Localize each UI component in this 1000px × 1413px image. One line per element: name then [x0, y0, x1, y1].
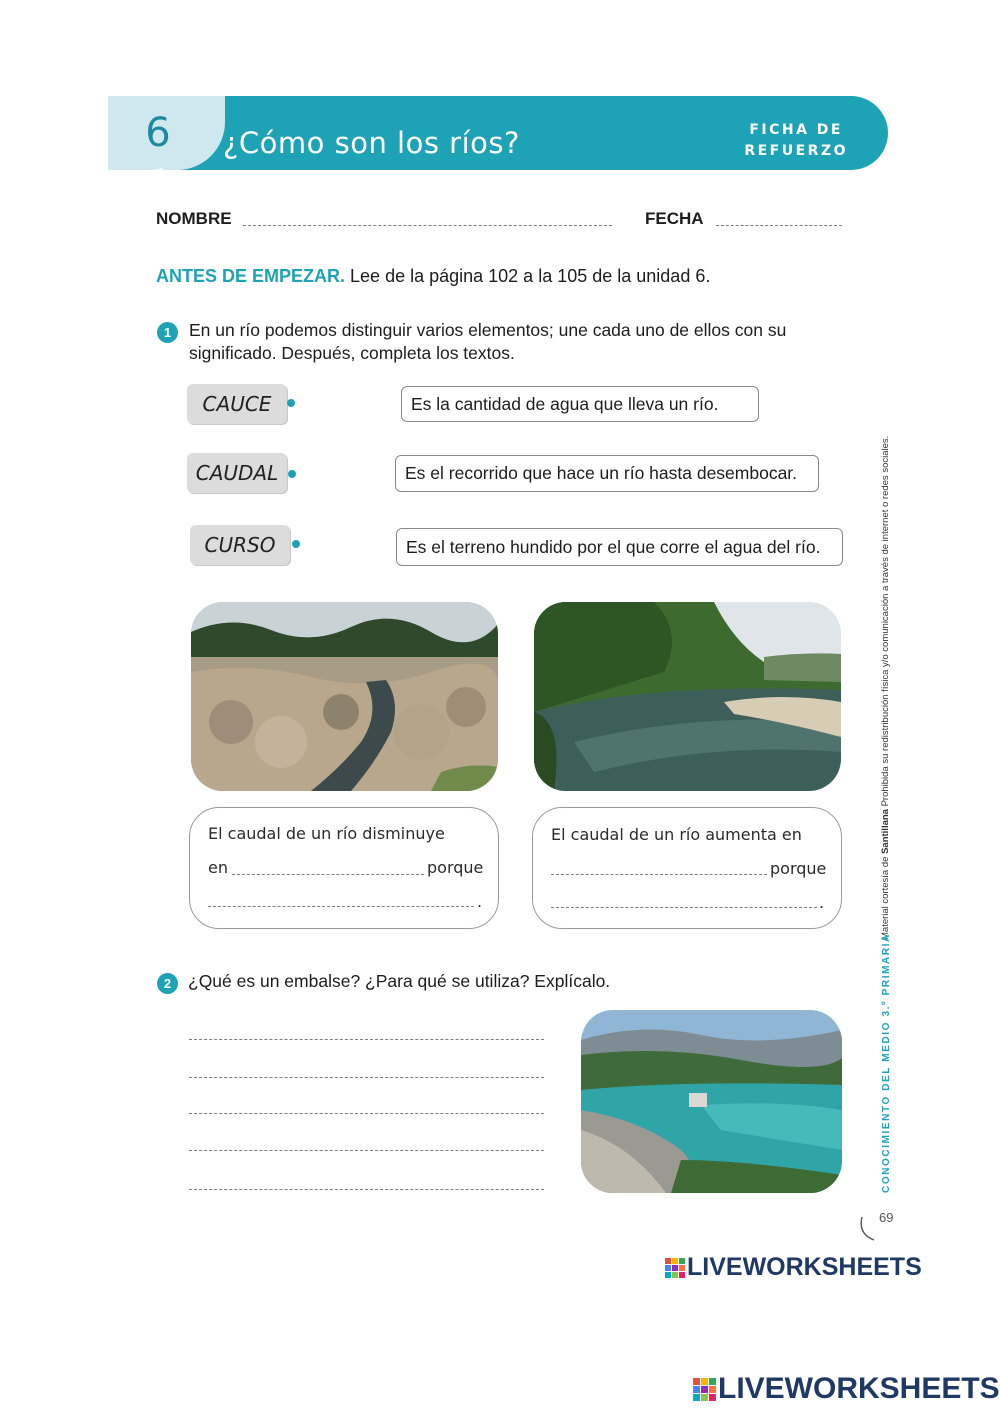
decrease-line1: El caudal de un río disminuye: [208, 824, 445, 843]
term-curso-dot[interactable]: [292, 540, 300, 548]
reservoir-image: [581, 1010, 842, 1193]
question-2-prompt: ¿Qué es un embalse? ¿Para qué se utiliza? Explícalo.: [188, 971, 611, 991]
term-cauce[interactable]: CAUCE: [187, 384, 287, 424]
name-label: NOMBRE: [156, 209, 232, 228]
page-number: 69: [879, 1210, 894, 1225]
decrease-season-input[interactable]: [232, 874, 424, 875]
watermark-bottom: [693, 1372, 1000, 1406]
reservoir-photo: [581, 1010, 842, 1193]
name-field[interactable]: [243, 225, 612, 226]
unit-number: 6: [145, 110, 171, 156]
full-river-photo: [534, 602, 841, 791]
term-curso[interactable]: CURSO: [190, 525, 290, 565]
worksheet-type-line2: REFUERZO: [744, 143, 848, 159]
worksheet-type: [744, 120, 848, 162]
answer-line-4[interactable]: [189, 1150, 544, 1151]
unit-header: [108, 96, 888, 170]
term-caudal[interactable]: CAUDAL: [187, 453, 287, 493]
increase-season-input[interactable]: [551, 874, 767, 875]
dry-river-image: [191, 602, 498, 791]
watermark-mid: [665, 1253, 922, 1282]
decrease-reason-input[interactable]: [208, 906, 474, 907]
definition-3[interactable]: Es el terreno hundido por el que corre el agua del río.: [396, 528, 843, 566]
legal-pre: Material cortesía de: [880, 853, 891, 940]
definition-1[interactable]: Es la cantidad de agua que lleva un río.: [401, 386, 759, 422]
liveworksheets-logo-icon: [693, 1378, 716, 1401]
term-cauce-dot[interactable]: [287, 399, 295, 407]
question-1-line2: significado. Después, completa los textos.: [189, 343, 515, 363]
watermark-mid-text: LIVEWORKSHEETS: [687, 1253, 922, 1281]
decrease-suffix: porque: [427, 858, 484, 877]
dry-river-photo: [191, 602, 498, 791]
increase-reason-input[interactable]: [551, 907, 817, 908]
question-2-number: 2: [157, 973, 178, 994]
answer-line-2[interactable]: [189, 1077, 544, 1078]
question-1-line1: En un río podemos distinguir varios elementos; une cada uno de ellos con su: [189, 320, 787, 340]
answer-line-1[interactable]: [189, 1039, 544, 1040]
increase-suffix: porque: [770, 859, 827, 878]
date-field[interactable]: [716, 225, 842, 226]
decrease-prefix: en: [208, 858, 228, 877]
intro-text: Lee de la página 102 a la 105 de la unidad 6.: [345, 266, 711, 286]
answer-line-3[interactable]: [189, 1113, 544, 1114]
intro-lead: ANTES DE EMPEZAR.: [156, 266, 346, 286]
legal-post: Prohibida su redistribución física y/o comunicación a través de internet o redes sociales.: [880, 435, 891, 810]
page-corner-curve: [858, 1216, 876, 1242]
page-title: ¿Cómo son los ríos?: [223, 126, 520, 160]
worksheet-type-line1: FICHA DE: [749, 122, 843, 138]
liveworksheets-logo-icon: [665, 1258, 685, 1278]
legal-brand: Santillana: [880, 809, 891, 854]
term-caudal-dot[interactable]: [288, 470, 296, 478]
full-river-image: [534, 602, 841, 791]
increase-end: .: [819, 893, 825, 912]
decrease-end: .: [477, 892, 483, 911]
increase-line1: El caudal de un río aumenta en: [551, 825, 802, 844]
definition-2[interactable]: Es el recorrido que hace un río hasta desembocar.: [395, 455, 819, 492]
subject-label: CONOCIMIENTO DEL MEDIO 3.º PRIMARIA: [881, 933, 892, 1193]
question-1-prompt: [189, 319, 786, 365]
answer-line-5[interactable]: [189, 1189, 544, 1190]
watermark-bottom-text: LIVEWORKSHEETS: [718, 1372, 1000, 1405]
date-label: FECHA: [645, 209, 704, 228]
question-1-number: 1: [157, 322, 178, 343]
legal-notice: [880, 430, 891, 940]
intro-line: [156, 266, 710, 287]
